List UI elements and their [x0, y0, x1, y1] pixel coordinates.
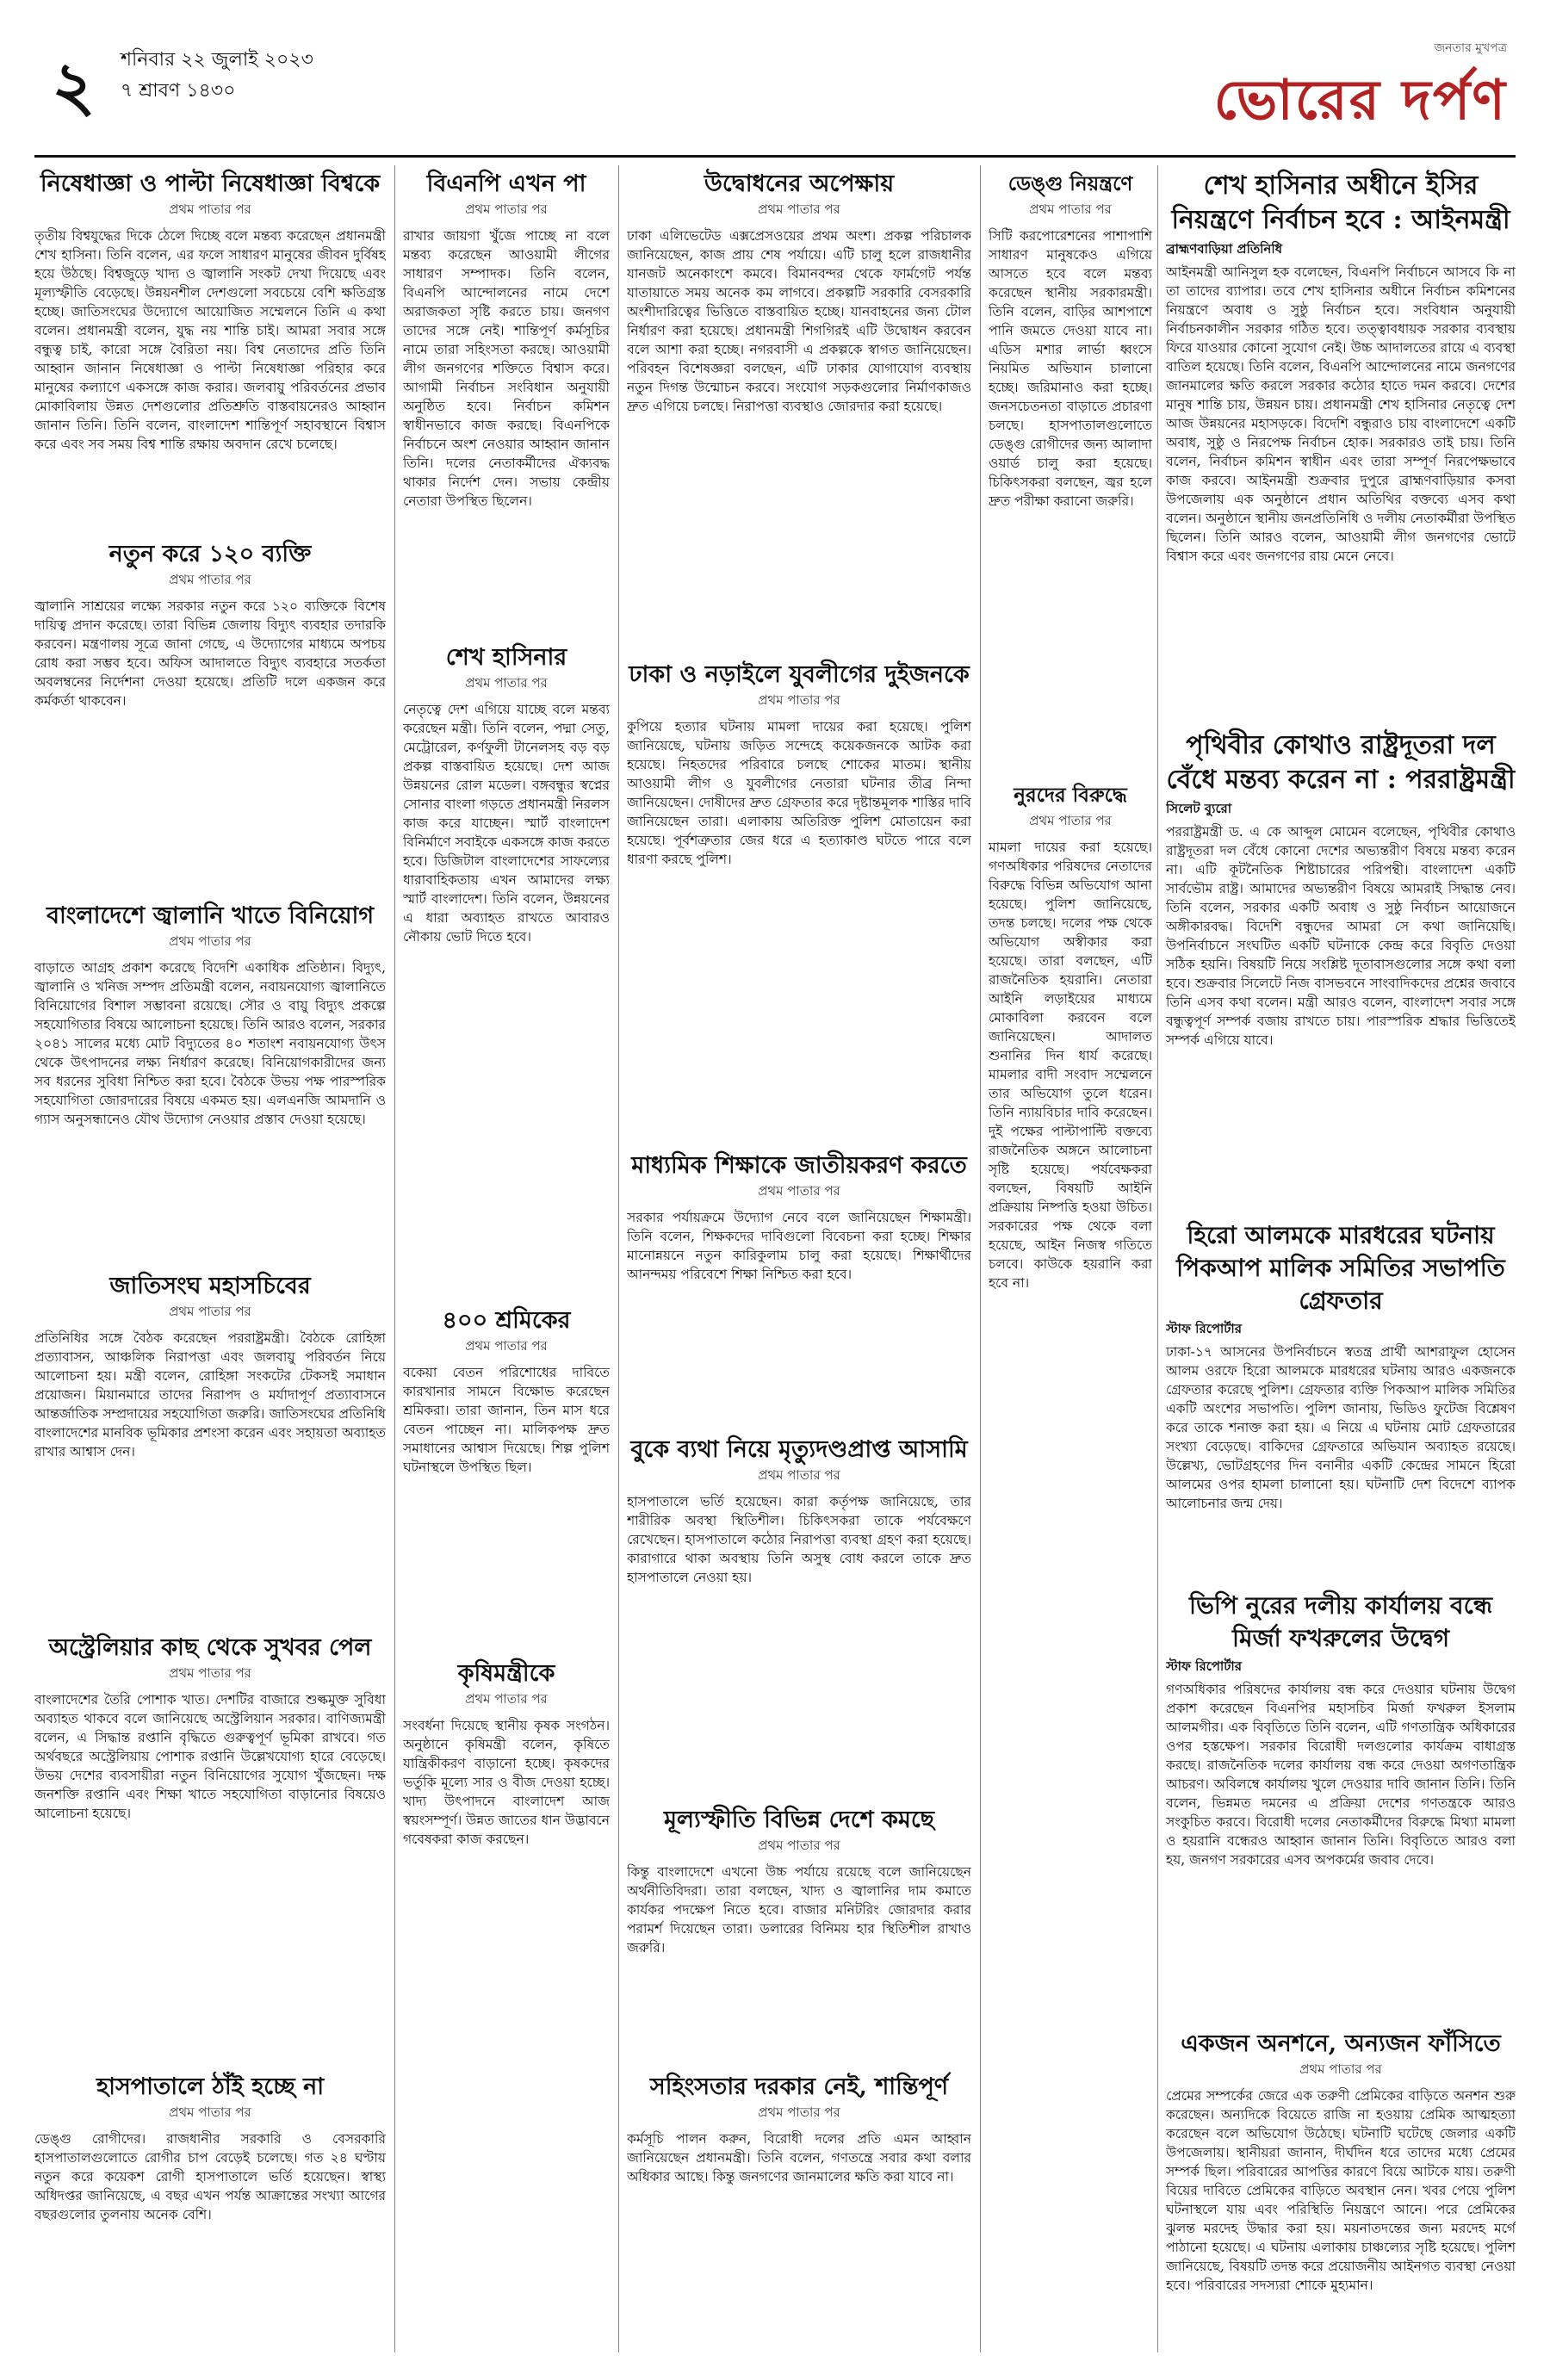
article-120-persons — [34, 536, 386, 889]
article-body: বাংলাদেশের তৈরি পোশাক খাত। দেশটির বাজারে শুল্কমুক্ত সুবিধা অব্যাহত থাকবে বলে জানিয়েছে অস্ট্রেলিয়ান সরকার। বাণিজ্যমন্ত্রী বলেন, এ সিদ্ধান্ত রপ্তানি বৃদ্ধিতে গুরুত্বপূর্ণ ভূমিকা রাখবে। গত অর্থবছরে অস্ট্রেলিয়ায় পোশাক রপ্তানি উল্লেখযোগ্য হারে বেড়েছে। উভয় দেশের ব্যবসায়ীরা নতুন বিনিয়োগের সুযোগ খুঁজছেন। দক্ষ জনশক্তি রপ্তানি এবং শিক্ষা খাতে সহযোগিতা বাড়ানোর বিষয়েও আলোচনা হয়েছে। — [34, 1692, 386, 1821]
article-jubo-league — [627, 656, 971, 1138]
headline: হিরো আলমকে মারধরের ঘটনায় পিকআপ মালিক সমিতির সভাপতি গ্রেফতার — [1176, 1221, 1505, 1315]
article-agriculture-minister — [403, 1655, 610, 2344]
continued-label: প্রথম পাতার পর — [758, 1467, 840, 1483]
headline: উদ্বোধনের অপেক্ষায় — [704, 170, 895, 197]
byline: স্টাফ রিপোর্টার — [1166, 1658, 1243, 1674]
headline: ঢাকা ও নড়াইলে যুবলীগের দুইজনকে — [629, 661, 970, 688]
headline: একজন অনশনে, অন্যজন ফাঁসিতে — [1181, 2030, 1501, 2057]
article-body: বাড়াতে আগ্রহ প্রকাশ করেছে বিদেশি একাধিক প্রতিষ্ঠান। বিদ্যুৎ, জ্বালানি ও খনিজ সম্পদ প্রতিমন্ত্রী বলেন, নবায়নযোগ্য জ্বালানিতে বিনিয়োগের বিশাল সম্ভাবনা রয়েছে। সৌর ও বায়ু বিদ্যুৎ প্রকল্পে সহযোগিতার বিষয়ে আলোচনা হয়েছে। তিনি আরও বলেন, সরকার ২০৪১ সালের মধ্যে মোট বিদ্যুতের ৪০ শতাংশ নবায়নযোগ্য উৎস থেকে উৎপাদনের লক্ষ্য নির্ধারণ করেছে। বিনিয়োগকারীদের জন্য সব ধরনের সুবিধা নিশ্চিত করা হবে। বৈঠকে উভয় পক্ষ পারস্পরিক সহযোগিতা জোরদারের বিষয়ে একমত হয়। এলএনজি আমদানি ও গ্যাস অনুসন্ধানেও যৌথ উদ্যোগ নেওয়ার প্রস্তাব দেওয়া হয়েছে। — [34, 960, 386, 1127]
column-rule — [618, 165, 619, 2352]
headline: নিষেধাজ্ঞা ও পাল্টা নিষেধাজ্ঞা বিশ্বকে — [40, 170, 381, 197]
continued-label: প্রথম পাতার পর — [169, 1665, 251, 1681]
article-body: ঢাকা এলিভেটেড এক্সপ্রেসওয়ের প্রথম অংশ। প্রকল্প পরিচালক জানিয়েছেন, কাজ প্রায় শেষ পর্যায়ে। এটি চালু হলে রাজধানীর যানজট অনেকাংশে কমবে। বিমানবন্দর থেকে ফার্মগেট পর্যন্ত যাতায়াতে সময় অনেক কম লাগবে। প্রকল্পটি সরকারি বেসরকারি অংশীদারিত্বের ভিত্তিতে বাস্তবায়িত হচ্ছে। যানবাহনের জন্য টোল নির্ধারণ করা হয়েছে। প্রধানমন্ত্রী শিগগিরই এটি উদ্বোধন করবেন বলে আশা করা হচ্ছে। নগরবাসী এ প্রকল্পকে স্বাগত জানিয়েছেন। পরিবহন বিশেষজ্ঞরা বলছেন, এটি ঢাকার যোগাযোগ ব্যবস্থায় নতুন দিগন্ত উন্মোচন করবে। সংযোগ সড়কগুলোর নির্মাণকাজও দ্রুত এগিয়ে চলছে। নিরাপত্তা ব্যবস্থাও জোরদার করা হয়েছে। — [627, 228, 971, 414]
logo-tagline: জনতার মুখপত্র — [1434, 41, 1507, 55]
headline: মূল্যস্ফীতি বিভিন্ন দেশে কমছে — [663, 1807, 935, 1833]
article-body: ঢাকা-১৭ আসনের উপনির্বাচনে স্বতন্ত্র প্রার্থী আশরাফুল হোসেন আলম ওরফে হিরো আলমকে মারধরের ঘটনায় আরও একজনকে গ্রেফতার করেছে পুলিশ। গ্রেফতার ব্যক্তি পিকআপ মালিক সমিতির একটি অংশের সভাপতি। পুলিশ জানায়, ভিডিও ফুটেজ বিশ্লেষণ করে তাকে শনাক্ত করা হয়। এ নিয়ে এ ঘটনায় মোট গ্রেফতারের সংখ্যা বেড়েছে। বাকিদের গ্রেফতারে অভিযান অব্যাহত রয়েছে। উল্লেখ্য, ভোটগ্রহণের দিন বনানীর একটি কেন্দ্রের সামনে হিরো আলমের ওপর হামলা চালানো হয়। ঘটনাটি দেশ বিদেশে ব্যাপক আলোচনার জন্ম দেয়। — [1166, 1344, 1516, 1511]
date-bengali: ৭ শ্রাবণ ১৪৩০ — [121, 80, 236, 102]
byline: ব্রাহ্মণবাড়িয়া প্রতিনিধি — [1166, 241, 1283, 257]
continued-label: প্রথম পাতার পর — [758, 201, 840, 217]
continued-label: প্রথম পাতার পর — [758, 692, 840, 708]
column-5 — [1166, 165, 1516, 2352]
article-body: পররাষ্ট্রমন্ত্রী ড. এ কে আব্দুল মোমেন বলেছেন, পৃথিবীর কোথাও রাষ্ট্রদূতরা দল বেঁধে কোনো দেশের অভ্যন্তরীণ বিষয়ে মন্তব্য করেন না। এটি কূটনৈতিক শিষ্টাচারের পরিপন্থী। বাংলাদেশ একটি সার্বভৌম রাষ্ট্র। আমাদের অভ্যন্তরীণ বিষয়ে আমরাই সিদ্ধান্ত নেব। তিনি বলেন, সরকার একটি অবাধ ও সুষ্ঠু নির্বাচন আয়োজনে অঙ্গীকারবদ্ধ। বিদেশি বন্ধুদের আমরা সে কথা জানিয়েছি। উপনির্বাচনে সংঘটিত একটি ঘটনাকে কেন্দ্র করে বিবৃতি দেওয়া সঠিক হয়নি। বিষয়টি নিয়ে সংশ্লিষ্ট দূতাবাসগুলোর সঙ্গে কথা বলা হবে। শুক্রবার সিলেটে নিজ বাসভবনে সাংবাদিকদের প্রশ্নের জবাবে তিনি এসব কথা বলেন। মন্ত্রী আরও বলেন, বাংলাদেশ সবার সঙ্গে বন্ধুত্বপূর্ণ সম্পর্ক বজায় রাখতে চায়। পারস্পরিক শ্রদ্ধার ভিত্তিতেই সম্পর্ক এগিয়ে যাবে। — [1166, 824, 1516, 1048]
article-inauguration — [627, 165, 971, 648]
article-violence — [627, 2068, 971, 2327]
logo-block — [1214, 38, 1507, 151]
article-vp-nur-office — [1166, 1586, 1516, 2017]
article-body: সিটি করপোরেশনের পাশাপাশি সাধারণ মানুষকেও এগিয়ে আসতে হবে বলে মন্তব্য করেছেন স্থানীয় সরকারমন্ত্রী। তিনি বলেন, বাড়ির আশপাশে পানি জমতে দেওয়া যাবে না। এডিস মশার লার্ভা ধ্বংসে নিয়মিত অভিযান চালানো হচ্ছে। জরিমানাও করা হচ্ছে। জনসচেতনতা বাড়াতে প্রচারণা চলছে। হাসপাতালগুলোতে ডেঙ্গু রোগীদের জন্য আলাদা ওয়ার্ড চালু করা হয়েছে। চিকিৎসকরা বলছেন, জ্বর হলে দ্রুত পরীক্ষা করানো জরুরি। — [989, 228, 1152, 509]
headline: শেখ হাসিনার অধীনে ইসির নিয়ন্ত্রণে নির্বাচন হবে : আইনমন্ত্রী — [1171, 170, 1510, 235]
article-body: মামলা দায়ের করা হয়েছে। গণঅধিকার পরিষদের নেতাদের বিরুদ্ধে বিভিন্ন অভিযোগ আনা হয়েছে। পুলিশ জানিয়েছে, তদন্ত চলছে। দলের পক্ষ থেকে অভিযোগ অস্বীকার করা হয়েছে। তারা বলছেন, এটি রাজনৈতিক হয়রানি। নেতারা আইনি লড়াইয়ের মাধ্যমে মোকাবিলা করবেন বলে জানিয়েছেন। আদালত শুনানির দিন ধার্য করেছে। মামলার বাদী সংবাদ সম্মেলনে তার অভিযোগ তুলে ধরেন। তিনি ন্যায়বিচার দাবি করেছেন। দুই পক্ষের পাল্টাপাল্টি বক্তব্যে রাজনৈতিক অঙ্গনে আলোচনা সৃষ্টি হয়েছে। পর্যবেক্ষকরা বলছেন, বিষয়টি আইনি প্রক্রিয়ায় নিষ্পত্তি হওয়া উচিত। সরকারের পক্ষ থেকে বলা হয়েছে, আইন নিজস্ব গতিতে চলবে। কাউকে হয়রানি করা হবে না। — [989, 840, 1152, 1291]
article-hero-alom — [1166, 1216, 1516, 1577]
continued-label: প্রথম পাতার পর — [465, 1691, 548, 1707]
article-body: প্রেমের সম্পর্কের জেরে এক তরুণী প্রেমিকের বাড়িতে অনশন শুরু করেছেন। অন্যদিকে বিয়েতে রাজি না হওয়ায় প্রেমিক আত্মহত্যা করেছেন বলে অভিযোগ উঠেছে। ঘটনাটি ঘটেছে জেলার একটি উপজেলায়। স্থানীয়রা জানান, দীর্ঘদিন ধরে তাদের মধ্যে প্রেমের সম্পর্ক ছিল। পরিবারের আপত্তির কারণে বিয়ে আটকে যায়। তরুণী বিয়ের দাবিতে প্রেমিকের বাড়িতে অবস্থান নেন। খবর পেয়ে পুলিশ ঘটনাস্থলে যায় এবং পরিস্থিতি নিয়ন্ত্রণে আনে। পরে প্রেমিকের ঝুলন্ত মরদেহ উদ্ধার করা হয়। ময়নাতদন্তের জন্য মরদেহ মর্গে পাঠানো হয়েছে। এ ঘটনায় এলাকায় চাঞ্চল্যের সৃষ্টি হয়েছে। পুলিশ জানিয়েছে, বিষয়টি তদন্ত করে প্রয়োজনীয় আইনগত ব্যবস্থা নেওয়া হবে। পরিবারের সদস্যরা শোকে মুহ্যমান। — [1166, 2088, 1516, 2293]
article-un-secretary — [34, 1267, 386, 1621]
article-body: নেতৃত্বে দেশ এগিয়ে যাচ্ছে বলে মন্তব্য করেছেন মন্ত্রী। তিনি বলেন, পদ্মা সেতু, মেট্রোরেল, কর্ণফুলী টানেলসহ বড় বড় প্রকল্প বাস্তবায়িত হয়েছে। দেশ আজ উন্নয়নের রোল মডেল। বঙ্গবন্ধুর স্বপ্নের সোনার বাংলা গড়তে প্রধানমন্ত্রী নিরলস কাজ করে যাচ্ছেন। স্মার্ট বাংলাদেশ বিনির্মাণে সবাইকে একসঙ্গে কাজ করতে হবে। ডিজিটাল বাংলাদেশের সাফল্যের ধারাবাহিকতায় এখন আমাদের লক্ষ্য স্মার্ট বাংলাদেশ। তিনি বলেন, উন্নয়নের এ ধারা অব্যাহত রাখতে আবারও নৌকায় ভোট দিতে হবে। — [403, 702, 610, 945]
column-rule — [980, 165, 981, 2352]
article-secondary-education — [627, 1147, 971, 1422]
continued-label: প্রথম পাতার পর — [169, 201, 251, 217]
article-body: সংবর্ধনা দিয়েছে স্থানীয় কৃষক সংগঠন। অনুষ্ঠানে কৃষিমন্ত্রী বলেন, কৃষিতে যান্ত্রিকীকরণ বাড়ানো হচ্ছে। কৃষকদের ভর্তুকি মূল্যে সার ও বীজ দেওয়া হচ্ছে। খাদ্য উৎপাদনে বাংলাদেশ আজ স্বয়ংসম্পূর্ণ। উন্নত জাতের ধান উদ্ভাবনে গবেষকরা কাজ করছেন। — [403, 1718, 610, 1847]
headline: ডেঙ্গু নিয়ন্ত্রণে — [1008, 172, 1133, 195]
newspaper-logo: ভোরের দর্পণ — [1213, 69, 1507, 133]
headline: নুরদের বিরুদ্ধে — [1014, 784, 1127, 807]
headline: নতুন করে ১২০ ব্যক্তি — [108, 541, 312, 567]
article-hunger-strike — [1166, 2025, 1516, 2352]
article-body: ডেঙ্গু রোগীদের। রাজধানীর সরকারি ও বেসরকারি হাসপাতালগুলোতে রোগীর চাপ বেড়েই চলেছে। গত ২৪ ঘণ্টায় নতুন করে কয়েকশ রোগী হাসপাতালে ভর্তি হয়েছেন। স্বাস্থ্য অধিদপ্তর জানিয়েছে, এ বছর এখন পর্যন্ত আক্রান্তের সংখ্যা আগের বছরগুলোর তুলনায় অনেক বেশি। — [34, 2131, 386, 2222]
continued-label: প্রথম পাতার পর — [758, 1183, 840, 1199]
column-2 — [403, 165, 610, 2352]
date-gregorian: শনিবার ২২ জুলাই ২০২৩ — [121, 49, 313, 71]
continued-label: প্রথম পাতার পর — [465, 1338, 548, 1354]
continued-label: প্রথম পাতার পর — [758, 2104, 840, 2120]
article-body: গণঅধিকার পরিষদের কার্যালয় বন্ধ করে দেওয়ার ঘটনায় উদ্বেগ প্রকাশ করেছেন বিএনপির মহাসচিব মির্জা ফখরুল ইসলাম আলমগীর। এক বিবৃতিতে তিনি বলেন, এটি গণতান্ত্রিক অধিকারের ওপর হস্তক্ষেপ। সরকার বিরোধী দলগুলোর কার্যক্রম বাধাগ্রস্ত করছে। রাজনৈতিক দলের কার্যালয় বন্ধ করে দেওয়া অগণতান্ত্রিক আচরণ। অবিলম্বে কার্যালয় খুলে দেওয়ার দাবি জানান তিনি। তিনি বলেন, ভিন্নমত দমনের এ প্রক্রিয়া দেশের গণতন্ত্রকে আরও সংকুচিত করবে। বিরোধী দলের নেতাকর্মীদের বিরুদ্ধে মিথ্যা মামলা ও হয়রানি বন্ধেরও আহ্বান জানান তিনি। বিবৃতিতে আরও বলা হয়, জনগণ সরকারের এসব অপকর্মের জবাব দেবে। — [1166, 1682, 1516, 1868]
article-sanctions — [34, 165, 386, 527]
headline: সহিংসতার দরকার নেই, শান্তিপূর্ণ — [649, 2073, 949, 2100]
article-body: তৃতীয় বিশ্বযুদ্ধের দিকে ঠেলে দিচ্ছে বলে মন্তব্য করেছেন প্রধানমন্ত্রী শেখ হাসিনা। তিনি বলেন, এর ফলে সাধারণ মানুষের জীবন দুর্বিষহ হয়ে উঠছে। বিশ্বজুড়ে খাদ্য ও জ্বালানি সংকট দেখা দিয়েছে এবং মূল্যস্ফীতি বেড়েছে। উন্নয়নশীল দেশগুলো সবচেয়ে বেশি ক্ষতিগ্রস্ত হচ্ছে। জাতিসংঘের উদ্যোগে আয়োজিত সম্মেলনে তিনি এ কথা বলেন। প্রধানমন্ত্রী বলেন, যুদ্ধ নয় শান্তি চাই। আমরা সবার সঙ্গে বন্ধুত্ব চাই, কারো সঙ্গে বৈরিতা নয়। বিশ্ব নেতাদের প্রতি তিনি আহ্বান জানান নিষেধাজ্ঞা ও পাল্টা নিষেধাজ্ঞা পরিহার করে মানুষের কল্যাণে একসঙ্গে কাজ করার। জলবায়ু পরিবর্তনের প্রভাব মোকাবিলায় উন্নত দেশগুলোর প্রতিশ্রুতি বাস্তবায়নেরও আহ্বান জানান তিনি। তিনি বলেন, বাংলাদেশ শান্তিপূর্ণ সহাবস্থানে বিশ্বাস করে এবং সব সময় বিশ্ব শান্তি রক্ষায় অবদান রেখে চলেছে। — [34, 228, 386, 452]
continued-label: প্রথম পাতার পর — [1029, 813, 1112, 828]
column-1 — [34, 165, 386, 2352]
continued-label: প্রথম পাতার পর — [169, 2104, 251, 2120]
article-body: হাসপাতালে ভর্তি হয়েছেন। কারা কর্তৃপক্ষ জানিয়েছে, তার শারীরিক অবস্থা স্থিতিশীল। চিকিৎসকরা তাকে পর্যবেক্ষণে রেখেছেন। হাসপাতালে কঠোর নিরাপত্তা ব্যবস্থা গ্রহণ করা হয়েছে। কারাগারে থাকা অবস্থায় তিনি অসুস্থ বোধ করলে তাকে দ্রুত হাসপাতালে নেওয়া হয়। — [627, 1494, 971, 1585]
headline: শেখ হাসিনার — [445, 644, 567, 671]
article-bnp — [403, 165, 610, 630]
headline: মাধ্যমিক শিক্ষাকে জাতীয়করণ করতে — [631, 1152, 967, 1179]
continued-label: প্রথম পাতার পর — [465, 675, 548, 691]
issue-dates — [121, 45, 313, 107]
headline: পৃথিবীর কোথাও রাষ্ট্রদূতরা দল বেঁধে মন্তব্য করেন না : পররাষ্ট্রমন্ত্রী — [1166, 730, 1516, 795]
article-body: রাখার জায়গা খুঁজে পাচ্ছে না বলে মন্তব্য করেছেন আওয়ামী লীগের সাধারণ সম্পাদক। তিনি বলেন, বিএনপি আন্দোলনের নামে দেশে অরাজকতা সৃষ্টি করতে চায়। জনগণ তাদের সঙ্গে নেই। শান্তিপূর্ণ কর্মসূচির নামে তারা সহিংসতা করছে। আওয়ামী লীগ জনগণের শক্তিতে বিশ্বাস করে। আগামী নির্বাচন সংবিধান অনুযায়ী অনুষ্ঠিত হবে। নির্বাচন কমিশন স্বাধীনভাবে কাজ করছে। বিএনপিকে নির্বাচনে অংশ নেওয়ার আহ্বান জানান তিনি। দলের নেতাকর্মীদের ঐক্যবদ্ধ থাকার নির্দেশ দেন। সভায় কেন্দ্রীয় নেতারা উপস্থিত ছিলেন। — [403, 228, 610, 509]
continued-label: প্রথম পাতার পর — [169, 933, 251, 949]
headline: কৃষিমন্ত্রীকে — [457, 1660, 555, 1687]
column-4 — [989, 165, 1152, 2352]
byline: সিলেট ব্যুরো — [1166, 801, 1232, 816]
continued-label: প্রথম পাতার পর — [1029, 201, 1112, 217]
article-body: আইনমন্ত্রী আনিসুল হক বলেছেন, বিএনপি নির্বাচনে আসবে কি না তা তাদের ব্যাপার। তবে শেখ হাসিনার অধীনে নির্বাচন কমিশনের নিয়ন্ত্রণে অবাধ ও সুষ্ঠু নির্বাচন হবে। সংবিধান অনুযায়ী নির্বাচনকালীন সরকার গঠিত হবে। তত্ত্বাবধায়ক সরকার ব্যবস্থায় ফিরে যাওয়ার কোনো সুযোগ নেই। উচ্চ আদালতের রায়ে এ ব্যবস্থা বাতিল হয়েছে। তিনি বলেন, বিএনপি আন্দোলনের নামে জনগণের জানমালের ক্ষতি করলে সরকার কঠোর হাতে দমন করবে। দেশের মানুষ শান্তি চায়, উন্নয়ন চায়। প্রধানমন্ত্রী শেখ হাসিনার নেতৃত্বে দেশ আজ উন্নয়নের মহাসড়কে। বিদেশি বন্ধুরাও চায় বাংলাদেশে একটি অবাধ, সুষ্ঠু ও নিরপেক্ষ নির্বাচন হোক। সরকারও তাই চায়। তিনি বলেন, নির্বাচন কমিশন স্বাধীন এবং তারা সম্পূর্ণ নিরপেক্ষভাবে কাজ করবে। আইনমন্ত্রী শুক্রবার দুপুরে ব্রাহ্মণবাড়িয়ার কসবা উপজেলায় এক অনুষ্ঠানে প্রধান অতিথির বক্তব্যে এসব কথা বলেন। অনুষ্ঠানে স্থানীয় জনপ্রতিনিধি ও দলীয় নেতাকর্মীরা উপস্থিত ছিলেন। তিনি আরও বলেন, আওয়ামী লীগ জনগণের ভোটে বিশ্বাস করে এবং জনগণের রায় মেনে নেবে। — [1166, 264, 1516, 564]
article-400-workers — [403, 1302, 610, 1646]
headline: বিএনপি এখন পা — [426, 170, 586, 197]
article-law-minister — [1166, 165, 1516, 716]
column-rule — [394, 165, 395, 2352]
byline: স্টাফ রিপোর্টার — [1166, 1321, 1243, 1336]
masthead — [34, 26, 1516, 158]
headline: বুকে ব্যথা নিয়ে মৃত্যুদণ্ডপ্রাপ্ত আসামি — [630, 1436, 968, 1463]
article-body: কর্মসূচি পালন করুন, বিরোধী দলের প্রতি এমন আহ্বান জানিয়েছেন প্রধানমন্ত্রী। তিনি বলেন, গণতন্ত্রে সবার কথা বলার অধিকার আছে। কিন্তু জনগণের জানমালের ক্ষতি করা যাবে না। — [627, 2131, 971, 2185]
continued-label: প্রথম পাতার পর — [169, 572, 251, 587]
article-death-row — [627, 1431, 971, 1793]
article-hospital — [34, 2068, 386, 2327]
continued-label: প্রথম পাতার পর — [758, 1838, 840, 1853]
article-dengue — [989, 165, 1152, 768]
headline: বাংলাদেশে জ্বালানি খাতে বিনিয়োগ — [46, 902, 375, 929]
article-body: কুপিয়ে হত্যার ঘটনায় মামলা দায়ের করা হয়েছে। পুলিশ জানিয়েছে, ঘটনায় জড়িত সন্দেহে কয়েকজনকে আটক করা হয়েছে। নিহতদের পরিবারে চলছে শোকের মাতম। স্থানীয় আওয়ামী লীগ ও যুবলীগের নেতারা ঘটনার তীব্র নিন্দা জানিয়েছেন। দোষীদের দ্রুত গ্রেফতার করে দৃষ্টান্তমূলক শাস্তির দাবি জানিয়েছেন তারা। এলাকায় অতিরিক্ত পুলিশ মোতায়েন করা হয়েছে। পূর্বশত্রুতার জের ধরে এ হত্যাকাণ্ড ঘটতে পারে বলে ধারণা করছে পুলিশ। — [627, 719, 971, 867]
article-body: সরকার পর্যায়ক্রমে উদ্যোগ নেবে বলে জানিয়েছেন শিক্ষামন্ত্রী। তিনি বলেন, শিক্ষকদের দাবিগুলো বিবেচনা করা হচ্ছে। শিক্ষার মানোন্নয়নে নতুন কারিকুলাম চালু করা হয়েছে। শিক্ষার্থীদের আনন্দময় পরিবেশে শিক্ষা নিশ্চিত করা হবে। — [627, 1210, 971, 1282]
headline: ভিপি নুরের দলীয় কার্যালয় বন্ধে মির্জা ফখরুলের উদ্বেগ — [1188, 1591, 1493, 1652]
newspaper-page — [34, 26, 1516, 2354]
article-body: প্রতিনিধির সঙ্গে বৈঠক করেছেন পররাষ্ট্রমন্ত্রী। বৈঠকে রোহিঙ্গা প্রত্যাবাসন, আঞ্চলিক নিরাপত্তা এবং জলবায়ু পরিবর্তন নিয়ে আলোচনা হয়। মন্ত্রী বলেন, রোহিঙ্গা সংকটের টেকসই সমাধান প্রয়োজন। মিয়ানমারে তাদের নিরাপদ ও মর্যাদাপূর্ণ প্রত্যাবাসনে আন্তর্জাতিক সম্প্রদায়ের সহযোগিতা জরুরি। জাতিসংঘের প্রতিনিধি বাংলাদেশের মানবিক ভূমিকার প্রশংসা করেন এবং সহায়তা অব্যাহত রাখার আশ্বাস দেন। — [34, 1330, 386, 1460]
article-body: বকেয়া বেতন পরিশোধের দাবিতে কারখানার সামনে বিক্ষোভ করেছেন শ্রমিকরা। তারা জানান, তিন মাস ধরে বেতন পাচ্ছেন না। মালিকপক্ষ দ্রুত সমাধানের আশ্বাস দিয়েছে। শিল্প পুলিশ ঘটনাস্থলে উপস্থিত ছিল। — [403, 1365, 610, 1475]
article-sheikh-hasina — [403, 639, 610, 1293]
article-nur — [989, 777, 1152, 2344]
continued-label: প্রথম পাতার পর — [465, 201, 548, 217]
column-3 — [627, 165, 971, 2352]
article-body: কিন্তু বাংলাদেশে এখনো উচ্চ পর্যায়ে রয়েছে বলে জানিয়েছেন অর্থনীতিবিদরা। তারা বলছেন, খাদ্য ও জ্বালানির দাম কমাতে কার্যকর পদক্ষেপ নিতে হবে। বাজার মনিটরিং জোরদার করার পরামর্শ দিয়েছেন তারা। ডলারের বিনিময় হার স্থিতিশীল রাখাও জরুরি। — [627, 1864, 971, 1955]
article-foreign-minister — [1166, 725, 1516, 1207]
article-australia — [34, 1629, 386, 2060]
headline: অস্ট্রেলিয়ার কাছ থেকে সুখবর পেল — [48, 1634, 372, 1661]
headline: ৪০০ শ্রমিকের — [442, 1307, 571, 1334]
continued-label: প্রথম পাতার পর — [1299, 2061, 1382, 2077]
headline: হাসপাতালে ঠাঁই হচ্ছে না — [96, 2073, 325, 2100]
column-rule — [1157, 165, 1158, 2352]
article-energy-investment — [34, 897, 386, 1259]
article-body: জ্বালানি সাশ্রয়ের লক্ষ্যে সরকার নতুন করে ১২০ ব্যক্তিকে বিশেষ দায়িত্ব প্রদান করেছে। তারা বিভিন্ন জেলায় বিদ্যুৎ ব্যবহার তদারকি করবেন। মন্ত্রণালয় সূত্রে জানা গেছে, এ উদ্যোগের মাধ্যমে অপচয় রোধ করা সম্ভব হবে। অফিস আদালতে বিদ্যুৎ ব্যবহারে সতর্কতা অবলম্বনের নির্দেশনা দেওয়া হয়েছে। প্রতিটি দলে একজন করে কর্মকর্তা থাকবেন। — [34, 598, 386, 709]
page-number: ২ — [52, 47, 96, 126]
article-inflation — [627, 1801, 971, 2060]
continued-label: প্রথম পাতার পর — [169, 1304, 251, 1319]
headline: জাতিসংঘ মহাসচিবের — [109, 1273, 311, 1299]
